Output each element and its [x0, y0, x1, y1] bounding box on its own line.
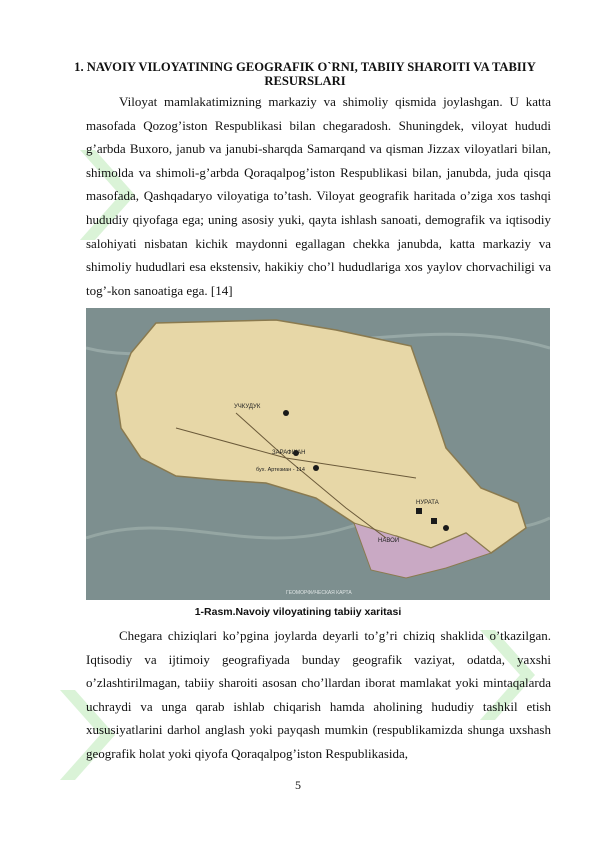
- map-footer-label: ГЕОМОРФИЧЕСКАЯ КАРТА: [286, 590, 352, 596]
- paragraph-intro: Viloyat mamlakatimizning markaziy va shimoliy qismida joylashgan. U katta masofada Qozog’iston Respublikasi bilan chegaradosh. Shuningdek, viloyat hududi g’arbda Buxoro, janub va janubi-sharqda Samarqand va qisman Jizzax viloyatlari bilan, shimolda va shimoli-g’arbda Qoraqalpog’iston Respublikasi bilan, janubda, juda qisqa masofada, Qashqadaryo viloyatiga to’tash. Viloyat geografik haritada o’ziga xos tashqi hududiy qiyofaga ega; uning asosiy yuki, qayta ishlash sanoati, demografik va iqtisodiy salohiyati nisbatan kichik maydonni egallagan chekka janubda, katta markaziy va shimoliy hududlari esa ekstensiv, hakikiy cho’l hududlariga xos yaylov chorvachiligi va tog’-kon sanoatiga ega. [14]: [86, 94, 551, 298]
- city-label-uchquduq: УЧКУДУК: [234, 404, 261, 410]
- navoiy-region-map: [86, 308, 550, 600]
- city-label-zarafshon: ЗАРАФШАН: [272, 450, 306, 456]
- city-label-navoiy: НАВОИ: [378, 538, 400, 544]
- deposit-symbol: [431, 518, 437, 524]
- map-graphic: [86, 308, 550, 600]
- deposit-symbol: [443, 525, 449, 531]
- page-number: 5: [295, 778, 301, 792]
- figure-caption: 1-Rasm.Navoiy viloyatining tabiiy xaritasi: [194, 606, 402, 618]
- city-label-nurota: НУРАТА: [416, 500, 439, 506]
- deposit-symbol: [416, 508, 422, 514]
- page-title: 1. NAVOIY VILOYATINING GEOGRAFIK O`RNI, TABIIY SHAROITI VA TABIIY RESURSLARI: [74, 60, 536, 88]
- paragraph-borders: Chegara chiziqlari ko’pgina joylarda deyarli to’g’ri chiziq shaklida o’tkazilgan. Iqtisodiy va ijtimoiy geografiyada bunday geografik vaziyat, odatda, yaxshi o’zlashtirilmagan, tabiiy sharoiti asosan cho’llardan iborat mamlakat yoki mintaqalarda uchraydi va unga qarab ishlab chiqarish hamda aholining hududiy tashkil etish xususiyatlarini darhol anglash yoki payqash mumkin (respublikamizda shunga uxshash geografik holat yoki qiyofa Qoraqalpog’iston Respublikasida,: [86, 628, 551, 761]
- well-label: бух. Артезиан - 114: [256, 467, 305, 473]
- deposit-symbol: [283, 410, 289, 416]
- deposit-symbol: [313, 465, 319, 471]
